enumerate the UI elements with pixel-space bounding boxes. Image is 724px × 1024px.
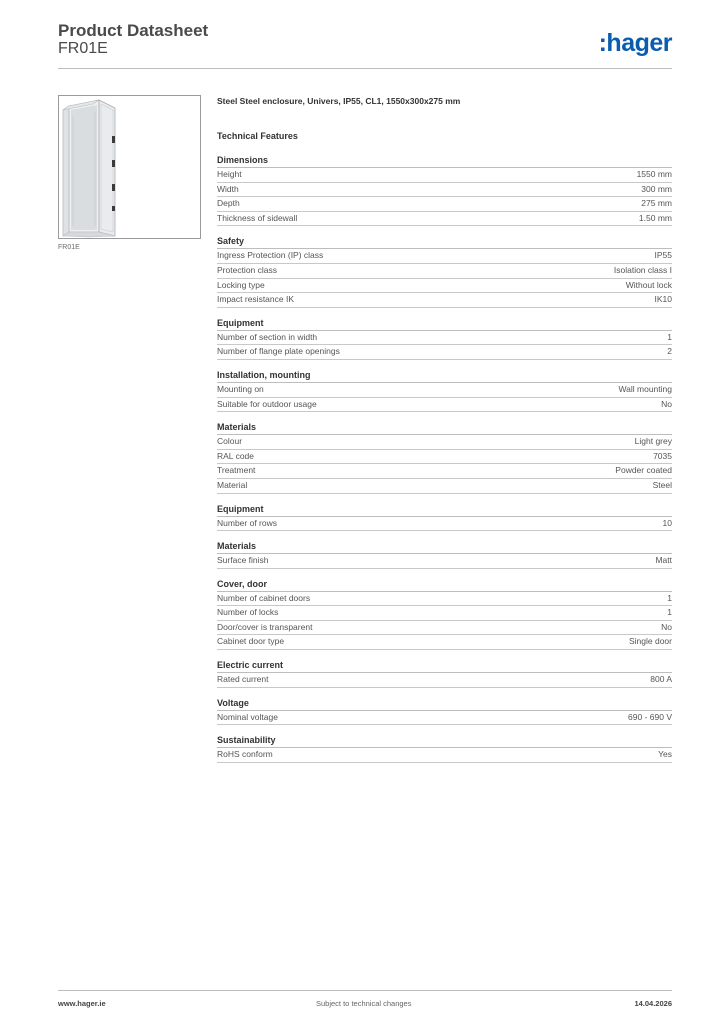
spec-row [217,621,672,636]
spec-value: Matt [655,555,672,566]
spec-label: Protection class [217,264,277,275]
spec-value: 1 [667,607,672,618]
spec-label: Depth [217,198,240,209]
spec-row [217,264,672,279]
spec-row [217,464,672,479]
spec-value: Wall mounting [618,383,672,394]
spec-value: Single door [628,636,672,647]
spec-label: Rated current [217,674,269,685]
spec-section [217,154,672,226]
section-title: Equipment [217,503,672,517]
spec-row [217,293,672,308]
spec-value: Steel [652,479,672,490]
spec-label: Door/cover is transparent [217,621,313,632]
spec-label: Number of section in width [217,331,318,342]
spec-value: 1 [667,331,672,342]
technical-features-heading: Technical Features [217,131,298,141]
spec-label: Width [217,183,239,194]
section-title: Safety [217,235,672,249]
spec-value: Powder coated [615,465,672,476]
feature-sections [217,154,672,763]
footer-divider [58,990,672,991]
footer-disclaimer: Subject to technical changes [316,999,412,1008]
spec-value: 275 mm [641,198,672,209]
hager-logo: :hager [598,29,672,57]
spec-label: RAL code [217,450,255,461]
product-image [58,95,201,239]
section-title: Sustainability [217,734,672,748]
spec-label: Impact resistance IK [217,294,295,305]
spec-section [217,540,672,569]
spec-row [217,249,672,264]
spec-value: Without lock [625,279,672,290]
spec-row [217,398,672,413]
spec-row [217,168,672,183]
spec-value: 300 mm [641,183,672,194]
spec-label: Height [217,169,242,179]
header-divider [58,68,672,69]
spec-row [217,435,672,450]
spec-label: Nominal voltage [217,711,278,722]
section-title: Materials [217,540,672,554]
spec-row [217,554,672,569]
spec-label: RoHS conform [217,749,273,760]
spec-value: 690 - 690 V [628,711,672,722]
spec-row [217,331,672,346]
spec-label: Suitable for outdoor usage [217,398,317,409]
spec-label: Colour [217,436,243,447]
spec-value: 1 [667,592,672,603]
datasheet-content [217,95,672,772]
section-title: Dimensions [217,154,672,168]
spec-row [217,450,672,465]
spec-value: 1550 mm [636,169,672,179]
section-title: Installation, mounting [217,369,672,383]
spec-label: Number of cabinet doors [217,592,311,603]
section-title: Materials [217,421,672,435]
spec-row [217,748,672,763]
spec-section [217,578,672,650]
spec-label: Ingress Protection (IP) class [217,250,324,261]
spec-value: IK10 [654,294,672,305]
image-caption: FR01E [58,244,80,251]
spec-row [217,517,672,532]
spec-section [217,421,672,493]
spec-row [217,212,672,227]
spec-row [217,606,672,621]
spec-row [217,592,672,607]
spec-value: Isolation class I [613,264,672,275]
spec-row [217,673,672,688]
spec-row [217,479,672,494]
spec-value: 10 [662,517,672,528]
spec-label: Thickness of sidewall [217,212,298,223]
spec-value: 7035 [653,450,672,461]
spec-label: Number of flange plate openings [217,346,340,357]
footer-website[interactable]: www.hager.ie [58,999,106,1008]
spec-label: Material [217,479,248,490]
spec-label: Cabinet door type [217,636,285,647]
spec-label: Surface finish [217,555,269,566]
spec-value: IP55 [654,250,672,261]
spec-value: Light grey [634,436,672,447]
spec-section [217,369,672,412]
spec-section [217,503,672,532]
spec-row [217,197,672,212]
spec-section [217,659,672,688]
enclosure-illustration [59,96,200,238]
page-title: Product Datasheet [58,21,209,40]
spec-label: Treatment [217,465,256,476]
section-title: Cover, door [217,578,672,592]
footer-date: 14.04.2026 [634,999,672,1008]
spec-row [217,635,672,650]
spec-value: 1.50 mm [638,212,672,223]
spec-section [217,235,672,307]
spec-section [217,697,672,726]
spec-label: Mounting on [217,383,264,394]
spec-row [217,183,672,198]
spec-label: Locking type [217,279,265,290]
product-description: Steel Steel enclosure, Univers, IP55, CL1, 1550x300x275 mm [217,96,461,106]
spec-value: Yes [658,749,672,760]
spec-value: No [661,398,672,409]
section-title: Electric current [217,659,672,673]
spec-value: 800 A [650,674,672,685]
section-title: Equipment [217,317,672,331]
section-title: Voltage [217,697,672,711]
spec-value: No [661,621,672,632]
spec-row [217,383,672,398]
spec-section [217,734,672,763]
spec-row [217,279,672,294]
product-code: FR01E [58,40,108,57]
spec-label: Number of rows [217,517,277,528]
spec-row [217,345,672,360]
spec-label: Number of locks [217,607,279,618]
spec-value: 2 [667,346,672,357]
spec-row [217,711,672,726]
spec-section [217,317,672,360]
